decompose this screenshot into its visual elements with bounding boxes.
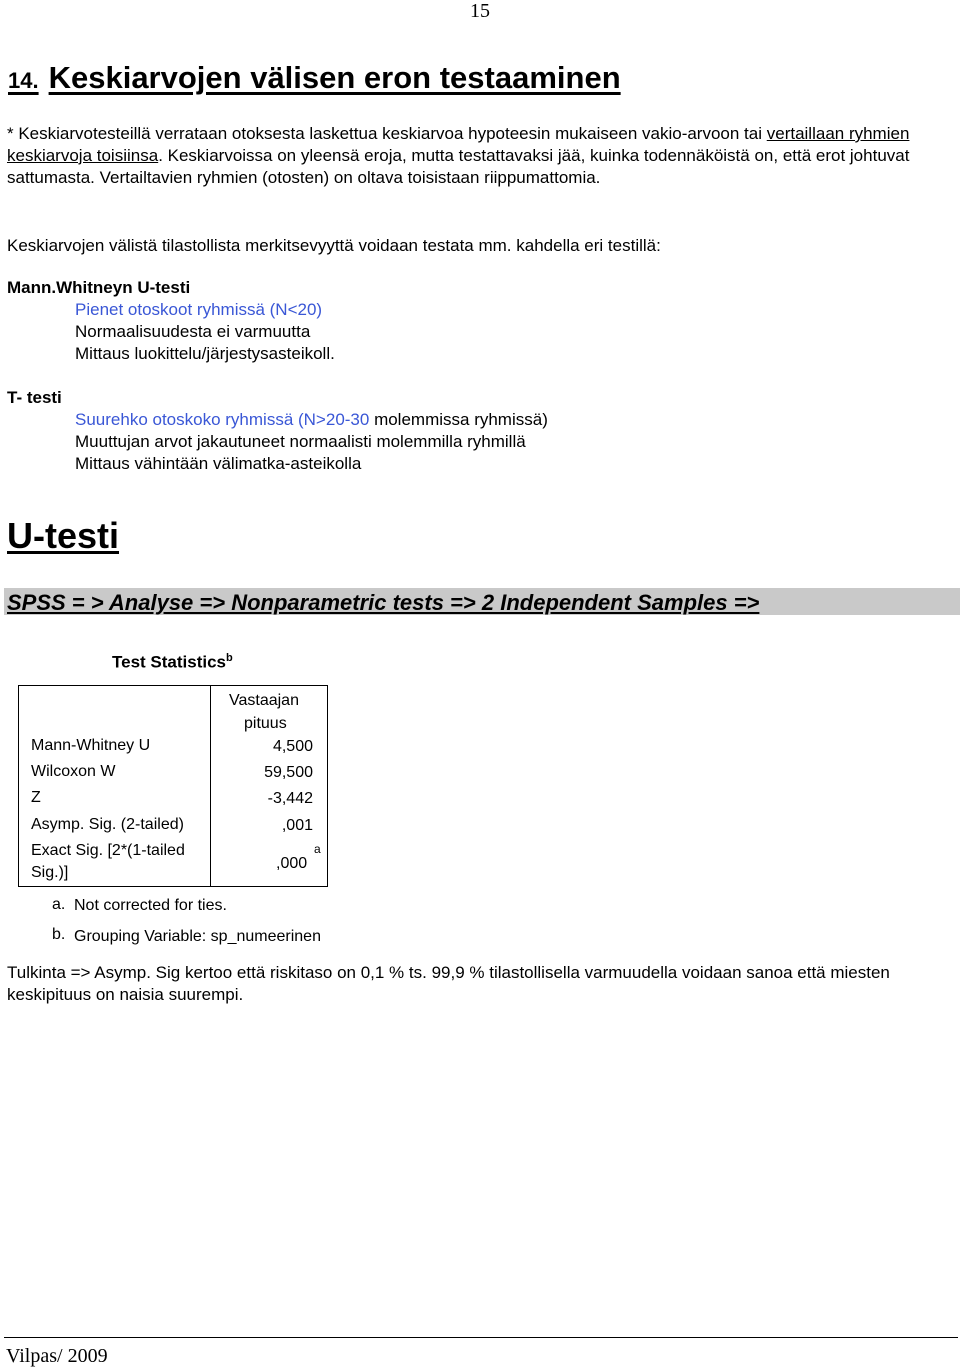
table-title (112, 652, 233, 673)
row-value-exact-sig: ,000 (276, 855, 308, 872)
footnote-a-text: Not corrected for ties. (74, 897, 227, 914)
row-label-exact-sig-1: Exact Sig. [2*(1-tailed (31, 842, 185, 859)
footer-divider (4, 1337, 958, 1338)
footer-text: Vilpas/ 2009 (6, 1345, 108, 1367)
mann-whitney-item-3: Mittaus luokittelu/järjestysasteikoll. (75, 344, 335, 363)
mann-whitney-item-1: Pienet otoskoot ryhmissä (N<20) (75, 300, 323, 319)
chapter-heading (8, 60, 621, 96)
page-number: 15 (470, 0, 490, 22)
row-label-exact-sig-2: Sig.)] (31, 864, 69, 881)
intro-lead: * Keskiarvotesteillä verrataan otoksesta laskettua keskiarvoa hypoteesin mukaiseen vakio-arvoon tai (7, 124, 767, 143)
t-test-item-1-rest: molemmissa ryhmissä) (369, 410, 548, 429)
row-value-mann-whitney: 4,500 (272, 738, 313, 755)
row-label-asymp-sig: Asymp. Sig. (2-tailed) (31, 816, 184, 833)
t-test-item-3: Mittaus vähintään välimatka-asteikolla (75, 454, 362, 473)
spss-path: SPSS = > Analyse => Nonparametric tests => 2 Independent Samples => (7, 590, 760, 615)
intro-underlined: vertaillaan ryhmien keskiarvoja toisiinsa (7, 124, 910, 165)
row-value-z: -3,442 (267, 790, 313, 807)
column-header-line-1: Vastaajan (229, 692, 299, 709)
t-test-item-2: Muuttujan arvot jakautuneet normaalisti molemmilla ryhmillä (75, 432, 526, 451)
chapter-number: 14. (8, 68, 39, 93)
mann-whitney-item-2: Normaalisuudesta ei varmuutta (75, 322, 311, 341)
table-column-divider (210, 686, 211, 886)
row-value-asymp-sig: ,001 (281, 817, 313, 834)
tests-intro: Keskiarvojen välistä tilastollista merkitsevyyttä voidaan testata mm. kahdella eri testillä: (7, 236, 661, 255)
intro-tail: . Keskiarvoissa on yleensä eroja, mutta testattavaksi jää, kuinka todennäköistä on, että erot johtuvat sattumasta. Vertailtavien ryhmien (otosten) on oltava toisistaan riippumattomia. (7, 146, 910, 187)
row-value-wilcoxon: 59,500 (264, 764, 313, 781)
table-title-sup: b (226, 652, 233, 664)
table-title-text: Test Statistics (112, 652, 227, 672)
section-title: U-testi (7, 515, 120, 556)
footnote-b-mark: b. (52, 926, 66, 943)
footnote-b-text: Grouping Variable: sp_numeerinen (74, 928, 321, 945)
t-test-item-1-highlight: Suurehko otoskoko ryhmissä (N>20-30 (75, 410, 370, 429)
row-label-wilcoxon: Wilcoxon W (31, 763, 116, 780)
footnote-a-mark: a. (52, 896, 66, 913)
chapter-title: Keskiarvojen välisen eron testaaminen (48, 60, 621, 95)
row-value-exact-sig-sup: a (314, 842, 321, 856)
t-test-label: T- testi (7, 388, 62, 407)
row-label-z: Z (31, 789, 41, 806)
mann-whitney-label: Mann.Whitneyn U-testi (7, 278, 191, 297)
conclusion-paragraph: Tulkinta => Asymp. Sig kertoo että riskitaso on 0,1 % ts. 99,9 % tilastollisella varmuudella voidaan sanoa että miesten keskipituus on naisia suurempi. (7, 963, 890, 1004)
intro-paragraph (7, 123, 927, 189)
t-test-item-1 (75, 410, 548, 430)
column-header-line-2: pituus (244, 715, 287, 732)
row-label-mann-whitney: Mann-Whitney U (31, 737, 151, 754)
